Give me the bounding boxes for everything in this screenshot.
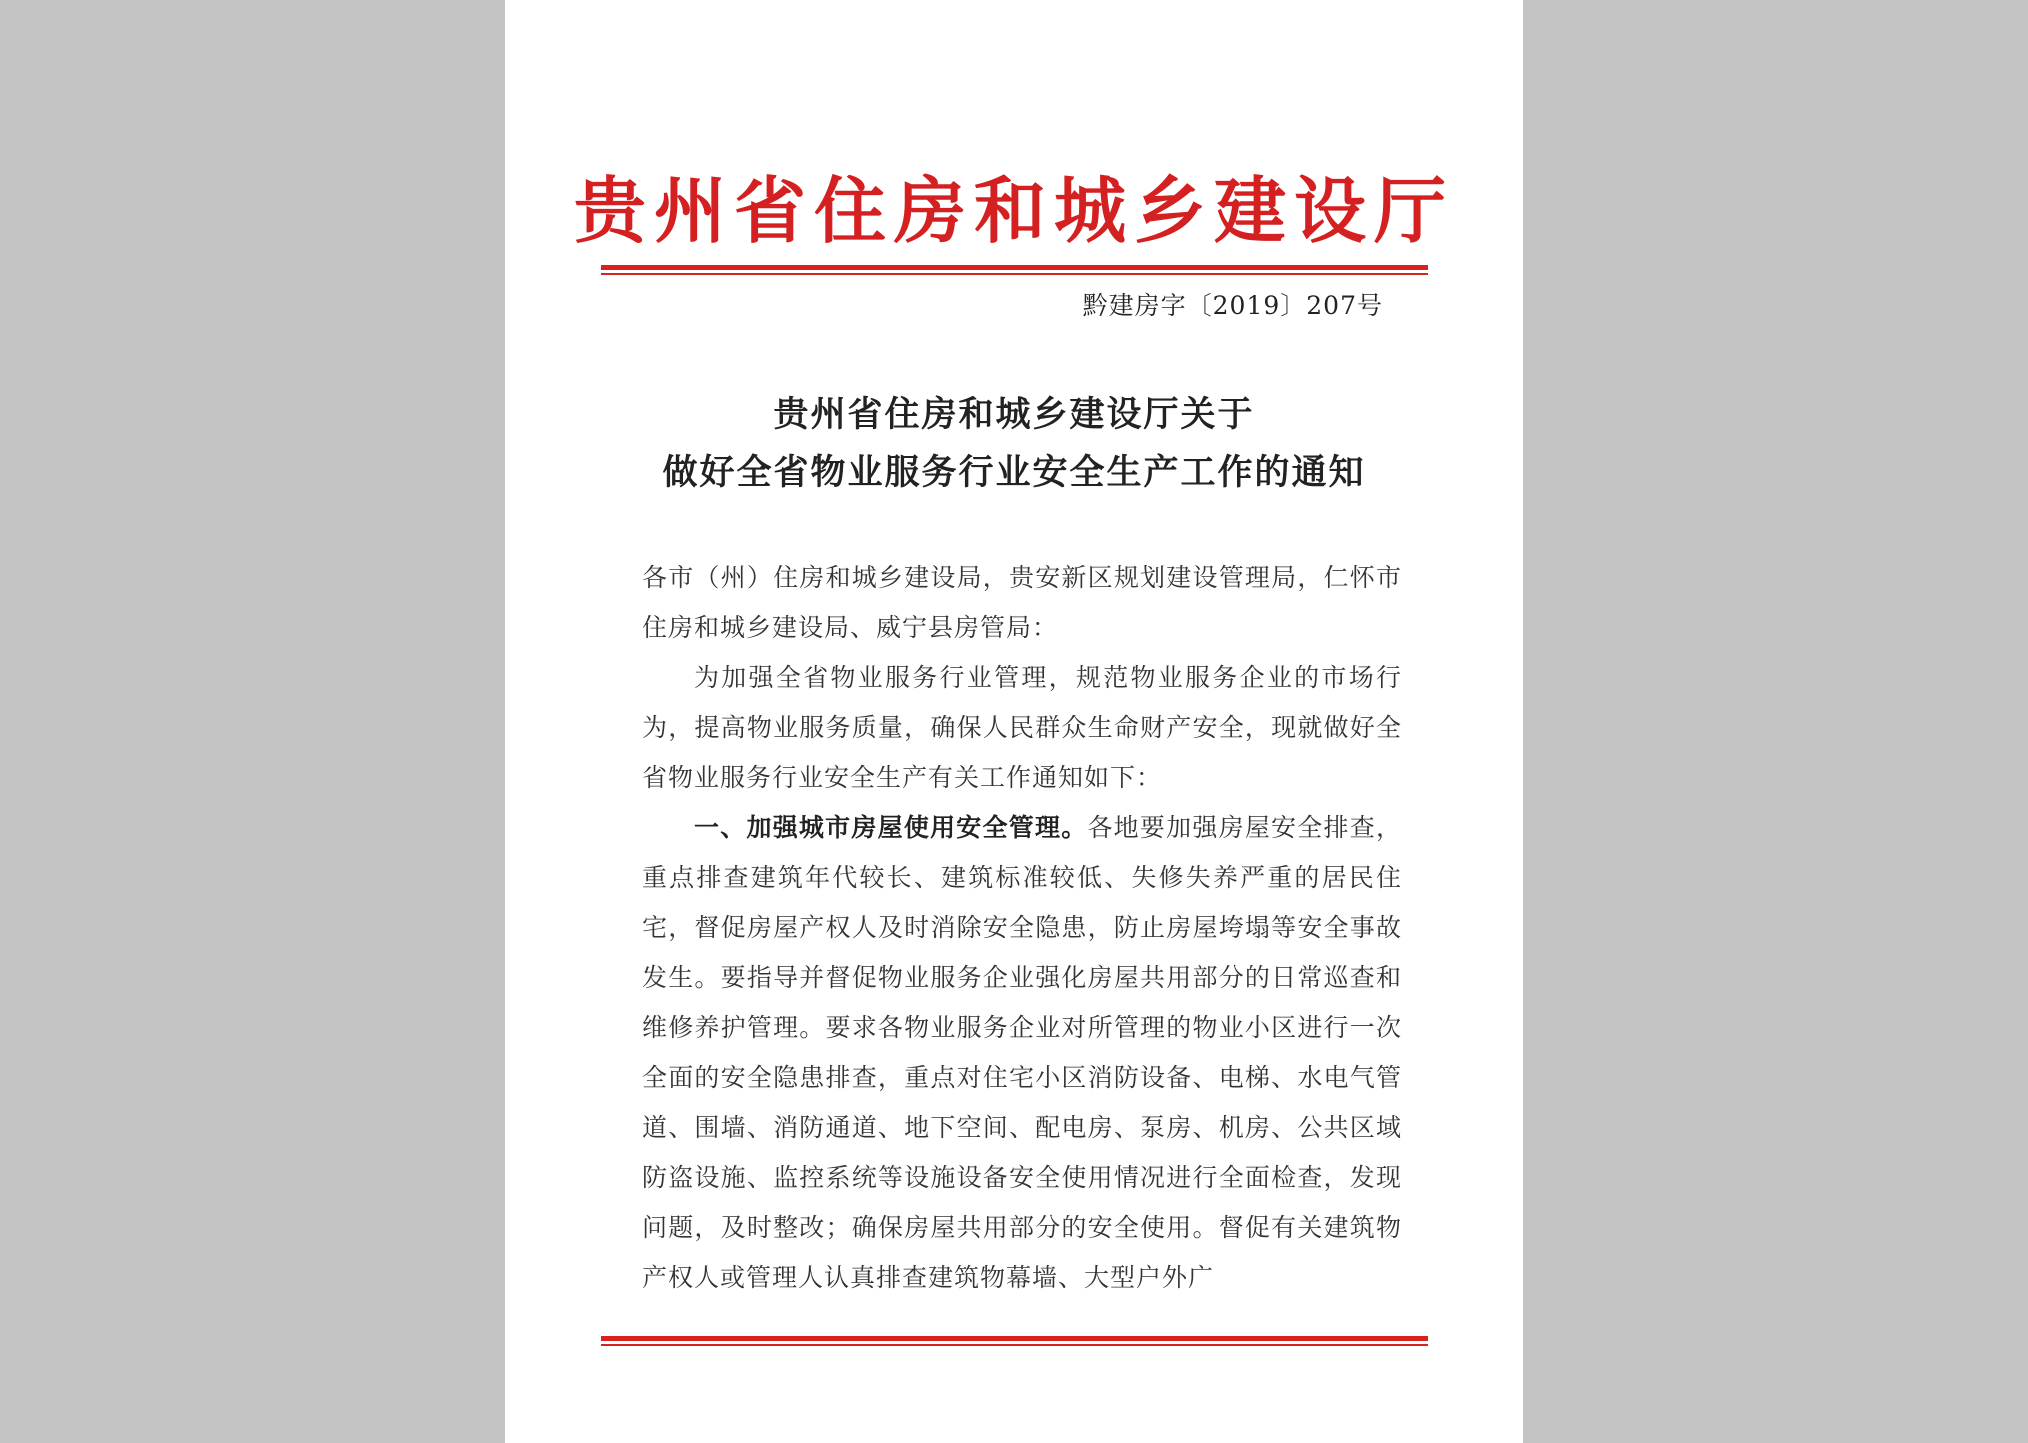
recipients-paragraph: 各市（州）住房和城乡建设局，贵安新区规划建设管理局，仁怀市住房和城乡建设局、威宁县房管局： [642,563,1402,642]
document-title-line2: 做好全省物业服务行业安全生产工作的通知 [662,452,1366,493]
document-number: 黔建房字〔2019〕207号 [1082,291,1383,320]
header-red-rule [601,265,1428,275]
document-body [642,553,1402,1303]
document-title-line1: 贵州省住房和城乡建设厅关于 [773,394,1255,435]
footer-red-rule [601,1336,1428,1346]
footer-rule-thin [601,1344,1428,1346]
footer-rule-thick [601,1336,1428,1341]
organization-header: 贵州省住房和城乡建设厅 [573,168,1454,253]
header-rule-thin [601,273,1428,275]
section1-text: 各地要加强房屋安全排查，重点排查建筑年代较长、建筑标准较低、失修失养严重的居民住宅，督促房屋产权人及时消除安全隐患，防止房屋垮塌等安全事故发生。要指导并督促物业服务企业强化房屋共用部分的日常巡查和维修养护管理。要求各物业服务企业对所管理的物业小区进行一次全面的安全隐患排查，重点对住宅小区消防设备、电梯、水电气管道、围墙、消防通道、地下空间、配电房、泵房、机房、公共区域防盗设施、监控系统等设施设备安全使用情况进行全面检查，发现问题，及时整改；确保房屋共用部分的安全使用。督促有关建筑物产权人或管理人认真排查建筑物幕墙、大型户外广 [642,813,1402,1292]
intro-paragraph: 为加强全省物业服务行业管理，规范物业服务企业的市场行为，提高物业服务质量，确保人民群众生命财产安全，现就做好全省物业服务行业安全生产有关工作通知如下： [642,663,1402,792]
document-title [505,386,1523,502]
section1-paragraph [642,803,1402,1303]
header-rule-thick [601,265,1428,270]
document-page [505,0,1523,1443]
section1-heading: 一、加强城市房屋使用安全管理。 [694,813,1088,842]
